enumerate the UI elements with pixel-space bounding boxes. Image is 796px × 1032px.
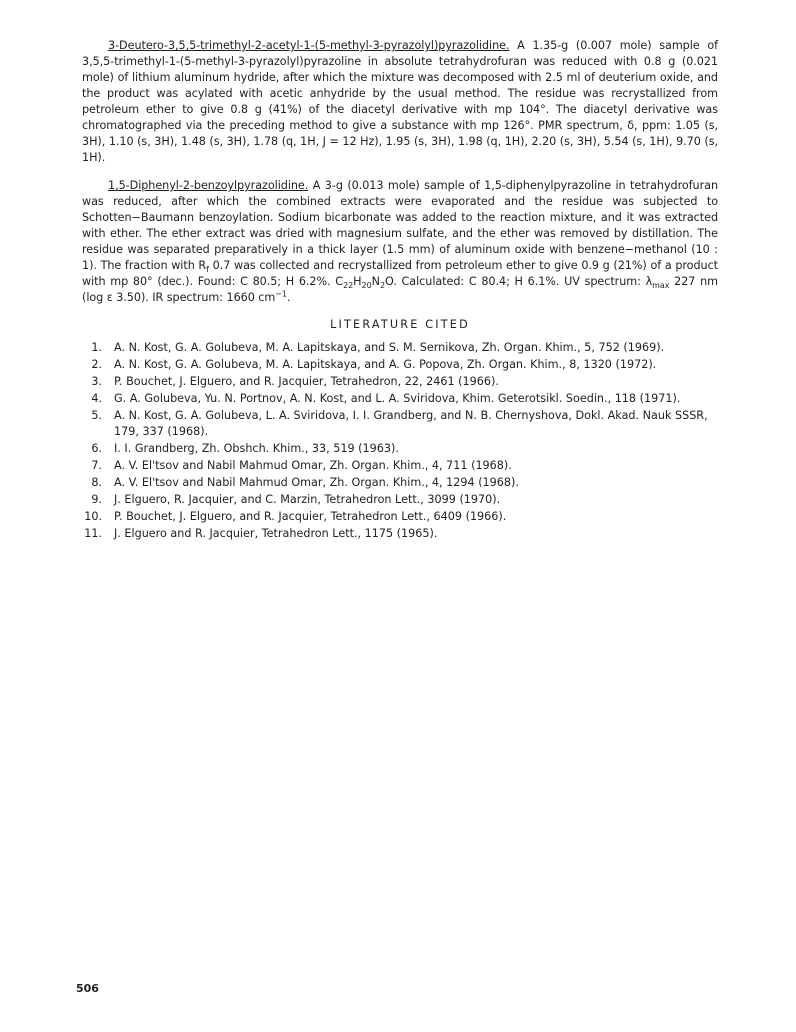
reference-text: A. V. El'tsov and Nabil Mahmud Omar, Zh. Organ. Khim., 4, 1294 (1968). xyxy=(114,476,519,489)
reference-text: A. N. Kost, G. A. Golubeva, M. A. Lapitskaya, and A. G. Popova, Zh. Organ. Khim., 8, 1320 (1972). xyxy=(114,358,657,371)
compound-title: 1,5-Diphenyl-2-benzoylpyrazolidine. xyxy=(108,179,309,192)
reference-number: 7. xyxy=(91,459,102,472)
reference-item xyxy=(82,340,718,356)
reference-text: P. Bouchet, J. Elguero, and R. Jacquier, Tetrahedron Lett., 6409 (1966). xyxy=(114,510,507,523)
reference-item xyxy=(82,509,718,525)
reference-number: 9. xyxy=(91,493,102,506)
lambda-subscript: max xyxy=(652,281,670,291)
reference-text: P. Bouchet, J. Elguero, and R. Jacquier, Tetrahedron, 22, 2461 (1966). xyxy=(114,375,499,388)
reference-text: J. Elguero, R. Jacquier, and C. Marzin, Tetrahedron Lett., 3099 (1970). xyxy=(114,493,501,506)
reference-text: G. A. Golubeva, Yu. N. Portnov, A. N. Kost, and L. A. Sviridova, Khim. Geterotsikl. Soedin., 118 (1971). xyxy=(114,392,681,405)
reference-item xyxy=(82,526,718,542)
reference-item xyxy=(82,458,718,474)
paragraph-text xyxy=(82,178,718,306)
paragraph-body: A 1.35-g (0.007 mole) sample of 3,5,5-trimethyl-1-(5-methyl-3-pyrazolyl)pyrazoline in absolute tetrahydrofuran was reduced with 0.8 g (0.021 mole) of lithium aluminum hydride, after which the mixture was decomposed with 2.5 ml of deuterium oxide, and the product was acylated with acetic anhydride by the usual method. The residue was recrystallized from petroleum ether to give 0.8 g (41%) of the diacetyl derivative with mp 104°. The diacetyl derivative was chromatographed via the preceding method to give a substance with mp 126°. PMR spectrum, δ, ppm: 1.05 (s, 3H), 1.10 (s, 3H), 1.48 (s, 3H), 1.78 (q, 1H, J = 12 Hz), 1.95 (s, 3H), 1.98 (q, 1H), 2.20 (s, 3H), 5.54 (s, 1H), 9.70 (s, 1H). xyxy=(82,39,718,164)
reference-item xyxy=(82,391,718,407)
reference-number: 11. xyxy=(84,527,102,540)
reference-number: 8. xyxy=(91,476,102,489)
formula-h-letter: H xyxy=(353,275,362,288)
paragraph-body-c: O. Calculated: C 80.4; H 6.1%. UV spectrum: λ xyxy=(385,275,653,288)
paragraph-body-b: 0.7 was collected and recrystallized from petroleum ether to give 0.9 g (21%) of a product with mp 80° (dec.). Found: C 80.5; H 6.2%. C xyxy=(82,259,719,288)
reference-text: A. N. Kost, G. A. Golubeva, M. A. Lapitskaya, and S. M. Sernikova, Zh. Organ. Khim., 5, 752 (1969). xyxy=(114,341,665,354)
reference-text: A. V. El'tsov and Nabil Mahmud Omar, Zh. Organ. Khim., 4, 711 (1968). xyxy=(114,459,512,472)
paragraph-body-d: 227 nm (log ε 3.50). IR spectrum: 1660 cm xyxy=(82,275,718,304)
page-number: 506 xyxy=(76,982,99,995)
experimental-paragraph-1 xyxy=(82,38,718,166)
reference-number: 1. xyxy=(91,341,102,354)
reference-item xyxy=(82,374,718,390)
formula-c-subscript: 22 xyxy=(343,281,354,291)
reference-text: I. I. Grandberg, Zh. Obshch. Khim., 33, 519 (1963). xyxy=(114,442,399,455)
reference-number: 3. xyxy=(91,375,102,388)
reference-number: 2. xyxy=(91,358,102,371)
ir-superscript: −1 xyxy=(275,289,287,299)
paragraph-body-e: . xyxy=(286,291,291,304)
formula-n-letter: N xyxy=(371,275,380,288)
reference-item xyxy=(82,492,718,508)
literature-cited-heading: LITERATURE CITED xyxy=(330,318,470,331)
formula-n-subscript: 2 xyxy=(379,281,385,291)
reference-item xyxy=(82,475,718,491)
reference-item xyxy=(82,408,718,440)
reference-item xyxy=(82,357,718,373)
reference-text: J. Elguero and R. Jacquier, Tetrahedron Lett., 1175 (1965). xyxy=(114,527,438,540)
reference-number: 4. xyxy=(91,392,102,405)
reference-list xyxy=(82,340,718,543)
reference-number: 10. xyxy=(84,510,102,523)
reference-number: 5. xyxy=(91,409,102,422)
reference-item xyxy=(82,441,718,457)
formula-h-subscript: 20 xyxy=(361,281,372,291)
compound-title: 3-Deutero-3,5,5-trimethyl-2-acetyl-1-(5-methyl-3-pyrazolyl)pyrazolidine. xyxy=(108,39,510,52)
reference-number: 6. xyxy=(91,442,102,455)
experimental-paragraph-2 xyxy=(82,178,718,306)
rf-subscript: f xyxy=(206,265,209,275)
paragraph-text xyxy=(82,38,718,166)
reference-text: A. N. Kost, G. A. Golubeva, L. A. Sviridova, I. I. Grandberg, and N. B. Chernyshova, Dokl. Akad. Nauk SSSR, 179, 337 (1968). xyxy=(114,409,708,438)
paragraph-body-a: A 3-g (0.013 mole) sample of 1,5-diphenylpyrazoline in tetrahydrofuran was reduced, after which the combined extracts were evaporated and the residue was subjected to Schotten−Baumann benzoylation. Sodium bicarbonate was added to the reaction mixture, and it was extracted with ether. The ether extract was dried with magnesium sulfate, and the ether was removed by distillation. The residue was separated preparatively in a thick layer (1.5 mm) of aluminum oxide with benzene−methanol (10 : 1). The fraction with R xyxy=(82,179,718,272)
